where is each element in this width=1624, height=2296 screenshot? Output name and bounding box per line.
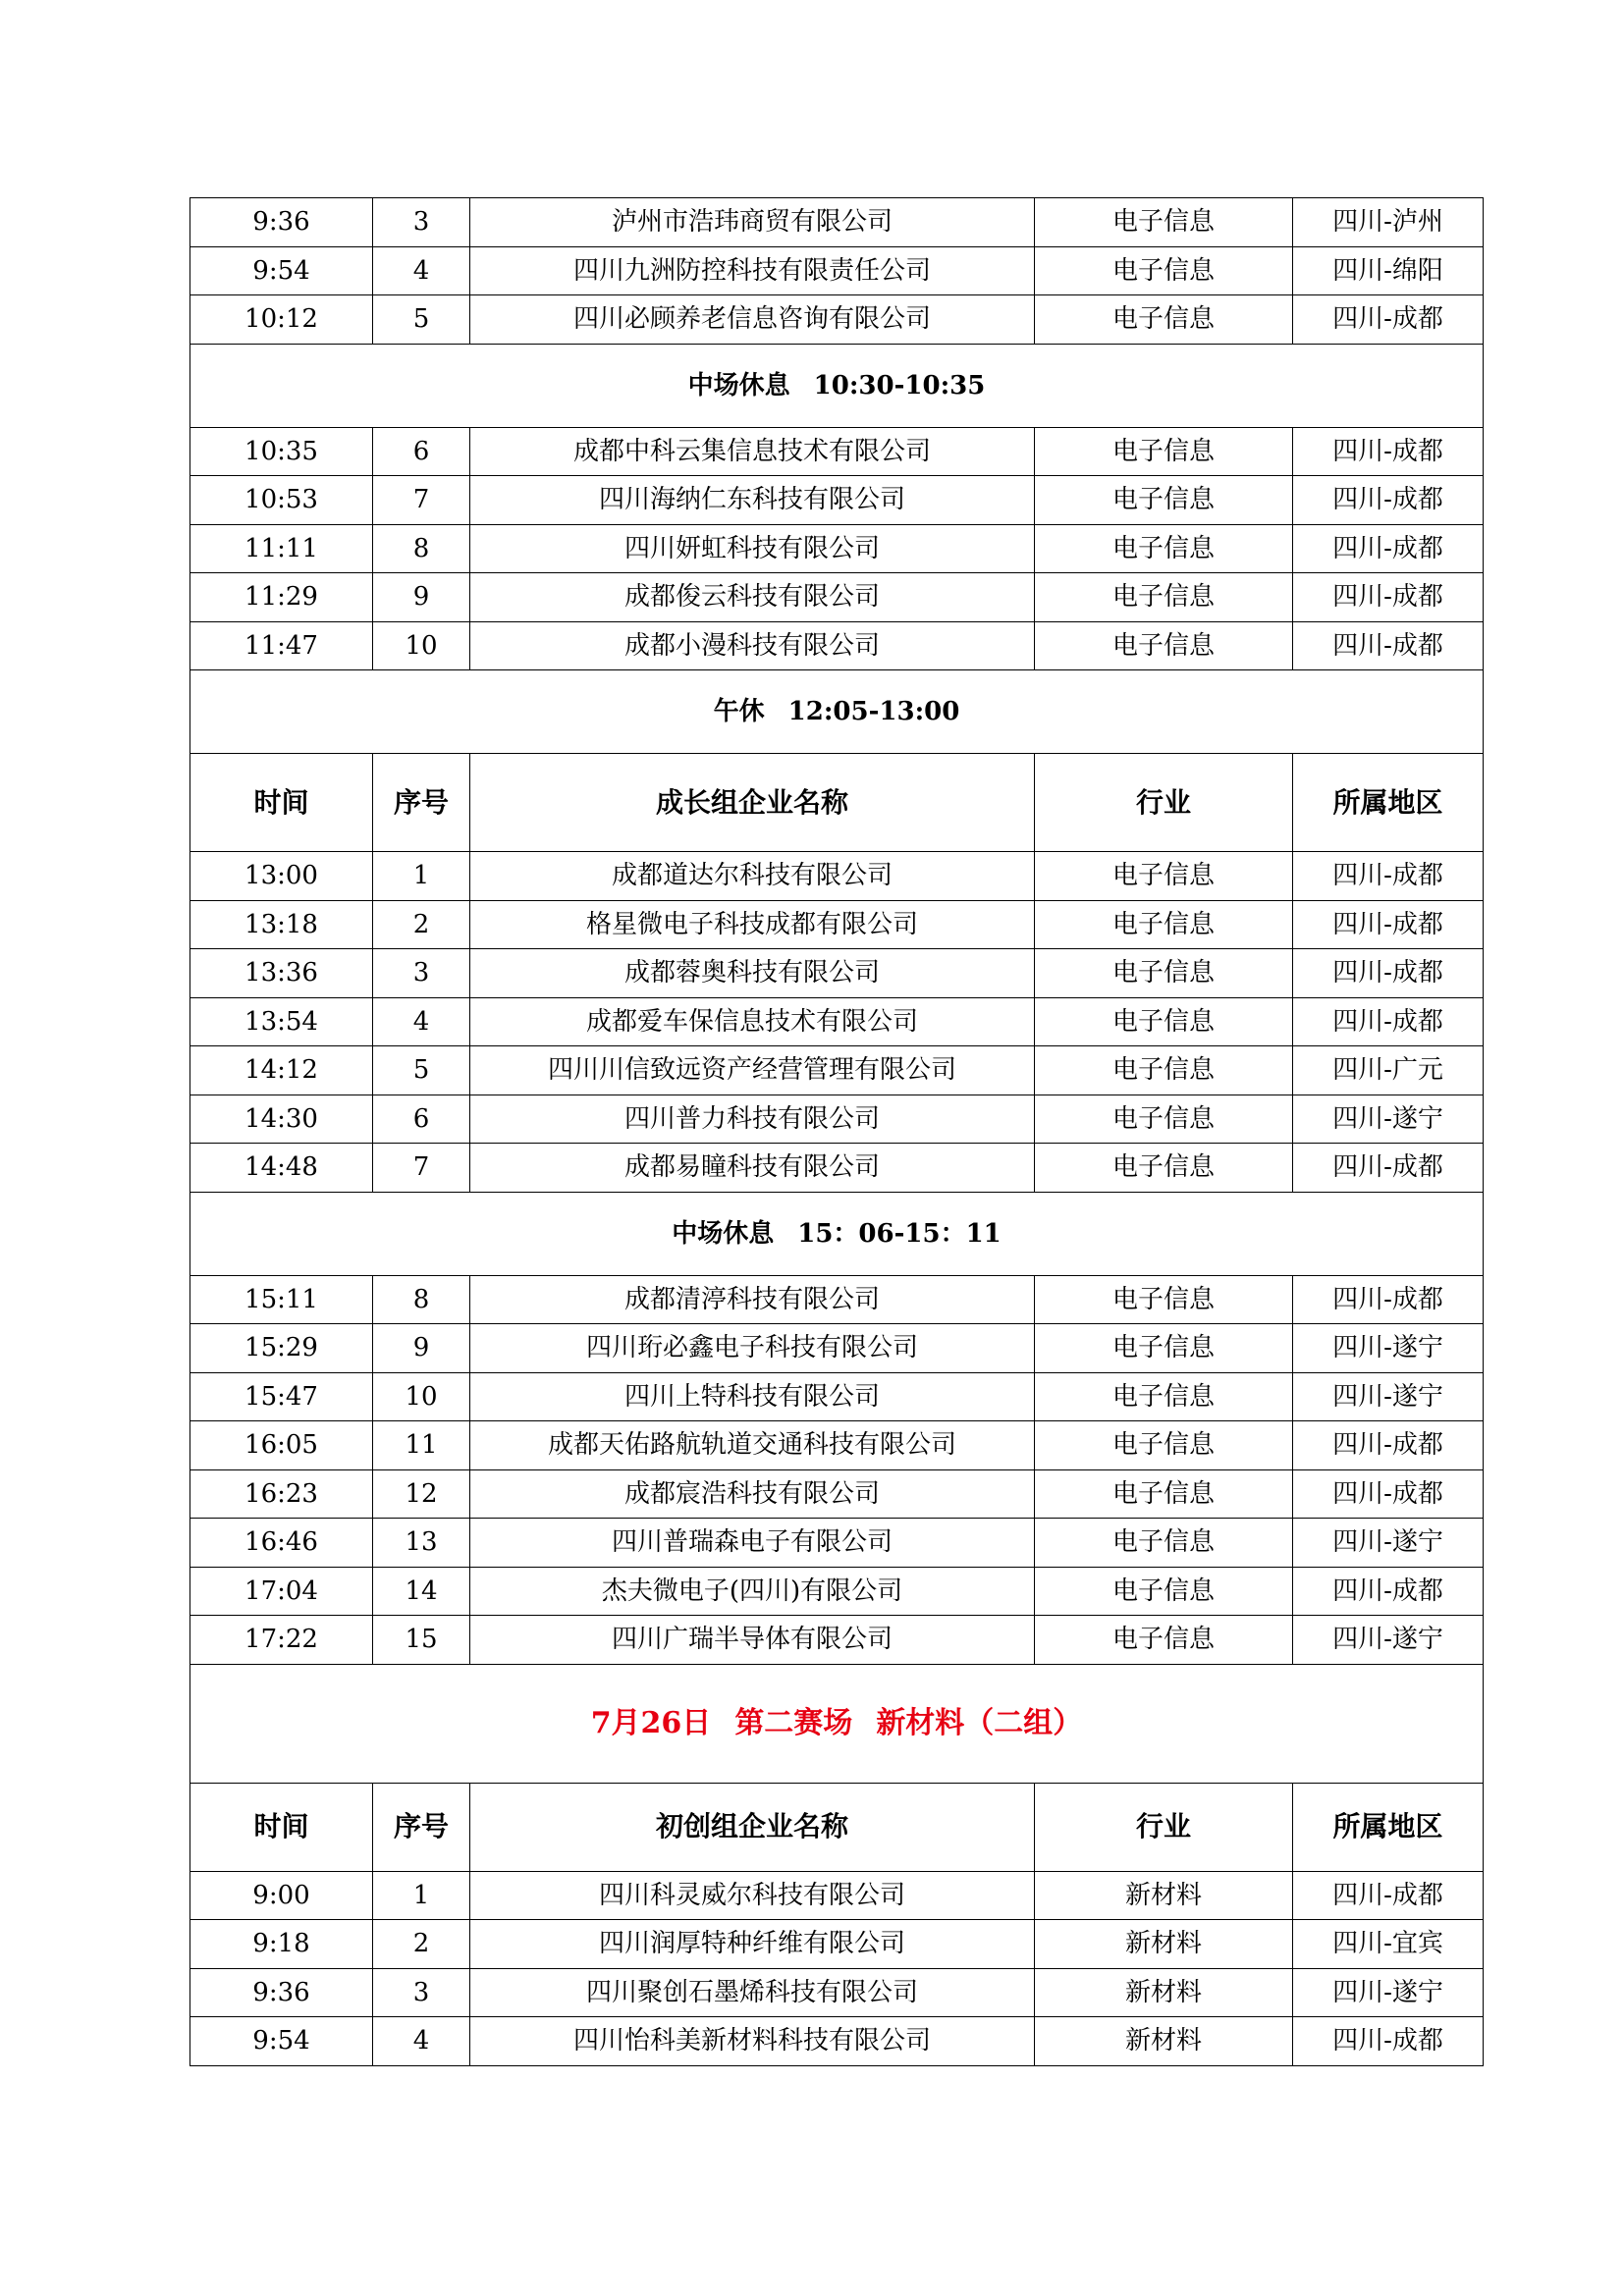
time-cell: 11:29 — [190, 573, 373, 622]
table-row — [190, 1275, 1484, 1324]
table-row — [190, 1372, 1484, 1421]
time-cell: 15:47 — [190, 1372, 373, 1421]
table-row — [190, 1095, 1484, 1144]
seq-cell: 6 — [373, 427, 470, 476]
table-row — [190, 900, 1484, 949]
column-header: 所属地区 — [1293, 1783, 1484, 1871]
seq-cell: 14 — [373, 1567, 470, 1616]
time-cell: 16:23 — [190, 1469, 373, 1519]
time-cell: 9:18 — [190, 1920, 373, 1969]
banner-date: 7月26日 — [590, 1705, 712, 1740]
industry-cell: 新材料 — [1035, 1968, 1293, 2017]
time-cell: 13:36 — [190, 949, 373, 998]
seq-cell: 7 — [373, 1144, 470, 1193]
company-name-cell: 成都清渟科技有限公司 — [470, 1275, 1035, 1324]
column-header: 序号 — [373, 1783, 470, 1871]
industry-cell: 电子信息 — [1035, 1421, 1293, 1470]
company-name-cell: 四川九洲防控科技有限责任公司 — [470, 246, 1035, 295]
table-header-row — [190, 754, 1484, 852]
industry-cell: 电子信息 — [1035, 1144, 1293, 1193]
industry-cell: 电子信息 — [1035, 1616, 1293, 1665]
mid-break-row — [190, 344, 1484, 427]
industry-cell: 电子信息 — [1035, 573, 1293, 622]
time-cell: 11:11 — [190, 524, 373, 573]
industry-cell: 电子信息 — [1035, 852, 1293, 901]
column-header: 所属地区 — [1293, 754, 1484, 852]
seq-cell: 2 — [373, 1920, 470, 1969]
break-time: 10:30-10:35 — [813, 370, 986, 400]
company-name-cell: 成都俊云科技有限公司 — [470, 573, 1035, 622]
break-cell — [190, 344, 1484, 427]
break-time: 12:05-13:00 — [787, 697, 960, 726]
seq-cell: 4 — [373, 997, 470, 1046]
company-name-cell: 四川润厚特种纤维有限公司 — [470, 1920, 1035, 1969]
region-cell: 四川-成都 — [1293, 900, 1484, 949]
industry-cell: 电子信息 — [1035, 621, 1293, 670]
company-name-cell: 成都爱车保信息技术有限公司 — [470, 997, 1035, 1046]
company-name-cell: 四川聚创石墨烯科技有限公司 — [470, 1968, 1035, 2017]
seq-cell: 8 — [373, 1275, 470, 1324]
seq-cell: 2 — [373, 900, 470, 949]
company-name-cell: 四川普瑞森电子有限公司 — [470, 1519, 1035, 1568]
seq-cell: 12 — [373, 1469, 470, 1519]
seq-cell: 3 — [373, 1968, 470, 2017]
table-row — [190, 1469, 1484, 1519]
region-cell: 四川-成都 — [1293, 997, 1484, 1046]
time-cell: 9:54 — [190, 2017, 373, 2066]
time-cell: 9:00 — [190, 1871, 373, 1920]
break-cell — [190, 1192, 1484, 1275]
region-cell: 四川-遂宁 — [1293, 1372, 1484, 1421]
seq-cell: 9 — [373, 1324, 470, 1373]
table-row — [190, 198, 1484, 247]
company-name-cell: 成都道达尔科技有限公司 — [470, 852, 1035, 901]
seq-cell: 5 — [373, 295, 470, 345]
company-name-cell: 四川普力科技有限公司 — [470, 1095, 1035, 1144]
seq-cell: 4 — [373, 246, 470, 295]
table-row — [190, 1567, 1484, 1616]
company-name-cell: 四川广瑞半导体有限公司 — [470, 1616, 1035, 1665]
banner-venue: 第二赛场 — [734, 1705, 853, 1740]
table-row — [190, 1871, 1484, 1920]
session-banner — [190, 1664, 1484, 1783]
table-row — [190, 246, 1484, 295]
column-header: 序号 — [373, 754, 470, 852]
region-cell: 四川-成都 — [1293, 573, 1484, 622]
seq-cell: 15 — [373, 1616, 470, 1665]
time-cell: 10:35 — [190, 427, 373, 476]
industry-cell: 电子信息 — [1035, 524, 1293, 573]
time-cell: 14:30 — [190, 1095, 373, 1144]
industry-cell: 电子信息 — [1035, 246, 1293, 295]
seq-cell: 3 — [373, 198, 470, 247]
lunch-break-row — [190, 670, 1484, 754]
seq-cell: 11 — [373, 1421, 470, 1470]
column-header: 初创组企业名称 — [470, 1783, 1035, 1871]
industry-cell: 电子信息 — [1035, 295, 1293, 345]
company-name-cell: 杰夫微电子(四川)有限公司 — [470, 1567, 1035, 1616]
time-cell: 10:12 — [190, 295, 373, 345]
industry-cell: 电子信息 — [1035, 900, 1293, 949]
seq-cell: 9 — [373, 573, 470, 622]
time-cell: 14:48 — [190, 1144, 373, 1193]
column-header: 时间 — [190, 754, 373, 852]
seq-cell: 5 — [373, 1046, 470, 1095]
company-name-cell: 成都易瞳科技有限公司 — [470, 1144, 1035, 1193]
region-cell: 四川-成都 — [1293, 621, 1484, 670]
company-name-cell: 成都小漫科技有限公司 — [470, 621, 1035, 670]
company-name-cell: 四川海纳仁东科技有限公司 — [470, 476, 1035, 525]
region-cell: 四川-成都 — [1293, 852, 1484, 901]
industry-cell: 电子信息 — [1035, 997, 1293, 1046]
table-row — [190, 1920, 1484, 1969]
time-cell: 17:04 — [190, 1567, 373, 1616]
industry-cell: 电子信息 — [1035, 476, 1293, 525]
region-cell: 四川-宜宾 — [1293, 1920, 1484, 1969]
region-cell: 四川-成都 — [1293, 1469, 1484, 1519]
region-cell: 四川-成都 — [1293, 524, 1484, 573]
break-time: 15：06-15：11 — [797, 1218, 1001, 1249]
table-row — [190, 1046, 1484, 1095]
table-row — [190, 1968, 1484, 2017]
break-label: 午休 — [713, 697, 765, 726]
company-name-cell: 四川科灵威尔科技有限公司 — [470, 1871, 1035, 1920]
seq-cell: 6 — [373, 1095, 470, 1144]
column-header: 行业 — [1035, 754, 1293, 852]
table-row — [190, 949, 1484, 998]
table-header-row — [190, 1783, 1484, 1871]
time-cell: 13:00 — [190, 852, 373, 901]
industry-cell: 电子信息 — [1035, 949, 1293, 998]
company-name-cell: 成都中科云集信息技术有限公司 — [470, 427, 1035, 476]
break-label: 中场休息 — [687, 370, 790, 400]
region-cell: 四川-成都 — [1293, 295, 1484, 345]
table-row — [190, 1421, 1484, 1470]
column-header: 成长组企业名称 — [470, 754, 1035, 852]
seq-cell: 10 — [373, 1372, 470, 1421]
time-cell: 13:18 — [190, 900, 373, 949]
region-cell: 四川-成都 — [1293, 427, 1484, 476]
region-cell: 四川-成都 — [1293, 1144, 1484, 1193]
company-name-cell: 成都蓉奥科技有限公司 — [470, 949, 1035, 998]
time-cell: 15:29 — [190, 1324, 373, 1373]
region-cell: 四川-成都 — [1293, 1871, 1484, 1920]
table-row — [190, 1519, 1484, 1568]
session-banner-cell — [190, 1664, 1484, 1783]
industry-cell: 电子信息 — [1035, 427, 1293, 476]
industry-cell: 电子信息 — [1035, 1519, 1293, 1568]
table-row — [190, 1144, 1484, 1193]
region-cell: 四川-遂宁 — [1293, 1968, 1484, 2017]
company-name-cell: 四川怡科美新材料科技有限公司 — [470, 2017, 1035, 2066]
region-cell: 四川-遂宁 — [1293, 1095, 1484, 1144]
time-cell: 9:36 — [190, 198, 373, 247]
industry-cell: 新材料 — [1035, 2017, 1293, 2066]
region-cell: 四川-成都 — [1293, 1275, 1484, 1324]
break-cell — [190, 670, 1484, 754]
mid-break-row — [190, 1192, 1484, 1275]
column-header: 行业 — [1035, 1783, 1293, 1871]
table-row — [190, 621, 1484, 670]
table-row — [190, 1324, 1484, 1373]
schedule-table — [189, 197, 1484, 2066]
region-cell: 四川-泸州 — [1293, 198, 1484, 247]
table-row — [190, 476, 1484, 525]
industry-cell: 电子信息 — [1035, 1324, 1293, 1373]
table-row — [190, 427, 1484, 476]
company-name-cell: 成都天佑路航轨道交通科技有限公司 — [470, 1421, 1035, 1470]
column-header: 时间 — [190, 1783, 373, 1871]
time-cell: 16:05 — [190, 1421, 373, 1470]
time-cell: 15:11 — [190, 1275, 373, 1324]
seq-cell: 7 — [373, 476, 470, 525]
seq-cell: 13 — [373, 1519, 470, 1568]
break-label: 中场休息 — [672, 1218, 775, 1249]
time-cell: 17:22 — [190, 1616, 373, 1665]
seq-cell: 3 — [373, 949, 470, 998]
time-cell: 16:46 — [190, 1519, 373, 1568]
industry-cell: 电子信息 — [1035, 1469, 1293, 1519]
company-name-cell: 四川必顾养老信息咨询有限公司 — [470, 295, 1035, 345]
industry-cell: 电子信息 — [1035, 1095, 1293, 1144]
company-name-cell: 泸州市浩玮商贸有限公司 — [470, 198, 1035, 247]
region-cell: 四川-遂宁 — [1293, 1324, 1484, 1373]
region-cell: 四川-成都 — [1293, 2017, 1484, 2066]
time-cell: 9:54 — [190, 246, 373, 295]
table-row — [190, 573, 1484, 622]
company-name-cell: 成都宸浩科技有限公司 — [470, 1469, 1035, 1519]
company-name-cell: 格星微电子科技成都有限公司 — [470, 900, 1035, 949]
time-cell: 13:54 — [190, 997, 373, 1046]
industry-cell: 新材料 — [1035, 1871, 1293, 1920]
time-cell: 9:36 — [190, 1968, 373, 2017]
region-cell: 四川-成都 — [1293, 949, 1484, 998]
table-row — [190, 997, 1484, 1046]
company-name-cell: 四川珩必鑫电子科技有限公司 — [470, 1324, 1035, 1373]
industry-cell: 电子信息 — [1035, 1046, 1293, 1095]
seq-cell: 8 — [373, 524, 470, 573]
seq-cell: 4 — [373, 2017, 470, 2066]
time-cell: 14:12 — [190, 1046, 373, 1095]
table-row — [190, 2017, 1484, 2066]
industry-cell: 电子信息 — [1035, 1275, 1293, 1324]
time-cell: 11:47 — [190, 621, 373, 670]
industry-cell: 电子信息 — [1035, 1372, 1293, 1421]
company-name-cell: 四川上特科技有限公司 — [470, 1372, 1035, 1421]
region-cell: 四川-遂宁 — [1293, 1616, 1484, 1665]
company-name-cell: 四川川信致远资产经营管理有限公司 — [470, 1046, 1035, 1095]
region-cell: 四川-成都 — [1293, 1567, 1484, 1616]
seq-cell: 1 — [373, 852, 470, 901]
region-cell: 四川-绵阳 — [1293, 246, 1484, 295]
time-cell: 10:53 — [190, 476, 373, 525]
table-row — [190, 524, 1484, 573]
seq-cell: 1 — [373, 1871, 470, 1920]
banner-track: 新材料（二组） — [876, 1705, 1083, 1740]
region-cell: 四川-遂宁 — [1293, 1519, 1484, 1568]
region-cell: 四川-成都 — [1293, 476, 1484, 525]
table-row — [190, 295, 1484, 345]
seq-cell: 10 — [373, 621, 470, 670]
company-name-cell: 四川妍虹科技有限公司 — [470, 524, 1035, 573]
table-row — [190, 1616, 1484, 1665]
schedule-body — [190, 198, 1484, 2066]
industry-cell: 电子信息 — [1035, 1567, 1293, 1616]
industry-cell: 新材料 — [1035, 1920, 1293, 1969]
industry-cell: 电子信息 — [1035, 198, 1293, 247]
region-cell: 四川-广元 — [1293, 1046, 1484, 1095]
region-cell: 四川-成都 — [1293, 1421, 1484, 1470]
table-row — [190, 852, 1484, 901]
